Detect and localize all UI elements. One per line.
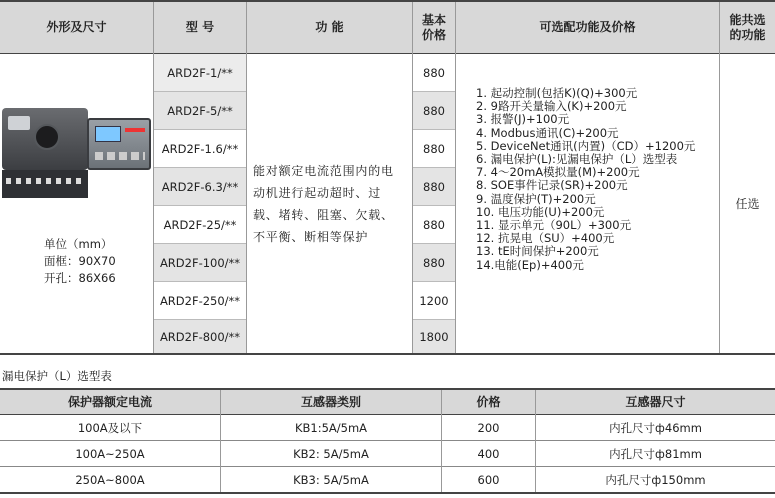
model-cell: ARD2F-1.6/** — [154, 130, 246, 167]
leakage-header-transformer: 互感器类别 — [221, 390, 441, 414]
option-item: 12. 抗晃电（SU）+400元 — [476, 231, 615, 246]
header-shape: 外形及尺寸 — [0, 2, 153, 53]
price-cell: 1800 — [413, 320, 455, 353]
function-line: 载、堵转、阻塞、欠载、 — [253, 207, 394, 222]
header-shared — [720, 2, 775, 53]
leakage-cell: 100A及以下 — [77, 420, 143, 435]
grid-line — [154, 319, 246, 320]
grid-line — [413, 319, 455, 320]
price-cell: 880 — [413, 54, 455, 91]
grid-line — [719, 2, 720, 353]
function-line: 不平衡、断相等保护 — [253, 229, 369, 244]
device-body — [2, 108, 88, 170]
model-cell: ARD2F-800/** — [154, 320, 246, 353]
leakage-bottom-rule — [0, 492, 775, 494]
leakage-cell: KB3: 5A/5mA — [293, 472, 369, 487]
options-cell — [456, 54, 719, 353]
price-cell: 880 — [413, 130, 455, 167]
dimension-unit: 单位（mm） — [44, 237, 113, 251]
model-cell: ARD2F-100/** — [154, 244, 246, 281]
grid-line — [455, 2, 456, 353]
header-options: 可选配功能及价格 — [456, 2, 719, 53]
grid-line — [154, 243, 246, 244]
function-cell — [247, 54, 412, 353]
model-cell: ARD2F-1/** — [154, 54, 246, 91]
grid-line — [413, 167, 455, 168]
grid-line — [413, 91, 455, 92]
leakage-table-title: 漏电保护（L）选型表 — [2, 369, 112, 383]
grid-line — [154, 281, 246, 282]
display-unit — [87, 118, 151, 170]
option-item: 4. Modbus通讯(C)+200元 — [476, 125, 619, 140]
shared-cell: 任选 — [720, 54, 775, 353]
device-terminal-block — [2, 170, 88, 198]
device-photo — [2, 96, 152, 226]
grid-line — [413, 281, 455, 282]
display-led — [125, 128, 145, 132]
header-price-line2: 价格 — [421, 27, 446, 42]
leakage-cell: 250A~800A — [75, 472, 145, 487]
shape-cell — [0, 54, 153, 353]
grid-line — [154, 205, 246, 206]
option-item: 7. 4～20mA模拟量(M)+200元 — [476, 165, 640, 180]
option-item: 13. tE时间保护+200元 — [476, 244, 599, 259]
price-cell: 880 — [413, 244, 455, 281]
grid-line — [413, 243, 455, 244]
option-item: 14.电能(Ep)+400元 — [476, 257, 584, 272]
leakage-cell: 100A~250A — [75, 446, 145, 461]
option-item: 9. 温度保护(T)+200元 — [476, 191, 596, 206]
grid-line — [413, 205, 455, 206]
header-function: 功 能 — [247, 2, 412, 53]
option-item: 11. 显示单元（90L）+300元 — [476, 218, 632, 233]
grid-line — [220, 390, 221, 492]
grid-line — [154, 167, 246, 168]
dimension-text — [44, 236, 116, 287]
options-list — [476, 87, 695, 272]
model-cell: ARD2F-250/** — [154, 282, 246, 319]
grid-line — [154, 129, 246, 130]
leakage-cell: 200 — [477, 420, 500, 435]
device-label-plate — [8, 116, 30, 130]
grid-line — [535, 390, 536, 492]
display-buttons — [95, 152, 145, 160]
function-line: 动机进行起动超时、过 — [253, 185, 382, 200]
option-item: 8. SOE事件记录(SR)+200元 — [476, 178, 628, 193]
grid-line — [246, 2, 247, 353]
option-item: 5. DeviceNet通讯(内置)（CD）+1200元 — [476, 138, 696, 153]
device-terminals — [6, 178, 84, 184]
option-item: 2. 9路开关量输入(K)+200元 — [476, 99, 627, 114]
leakage-header-price: 价格 — [442, 390, 535, 414]
leakage-cell: 内孔尺寸ф150mm — [605, 472, 706, 487]
leakage-cell: 600 — [477, 472, 500, 487]
header-price — [413, 2, 455, 53]
model-cell: ARD2F-5/** — [154, 92, 246, 129]
leakage-header-current: 保护器额定电流 — [0, 390, 220, 414]
table-bottom-rule — [0, 353, 775, 355]
header-shared-line1: 能共选 — [729, 12, 766, 27]
leakage-cell: 内孔尺寸ф46mm — [609, 420, 702, 435]
grid-line — [153, 2, 154, 353]
option-item: 1. 起动控制(包括K)(Q)+300元 — [476, 86, 638, 100]
model-cell: ARD2F-25/** — [154, 206, 246, 243]
grid-line — [413, 129, 455, 130]
function-text — [247, 160, 394, 248]
leakage-cell: KB1:5A/5mA — [294, 420, 368, 435]
header-model: 型 号 — [154, 2, 246, 53]
grid-line — [154, 91, 246, 92]
price-cell: 880 — [413, 168, 455, 205]
leakage-cell: 内孔尺寸ф81mm — [609, 446, 702, 461]
dimension-hole: 开孔：86X66 — [44, 271, 116, 285]
grid-line — [441, 390, 442, 492]
price-cell: 880 — [413, 206, 455, 243]
leakage-header-size: 互感器尺寸 — [536, 390, 775, 414]
option-item: 6. 漏电保护(L):见漏电保护（L）选型表 — [476, 152, 678, 167]
option-item: 10. 电压功能(U)+200元 — [476, 204, 605, 219]
header-price-line1: 基本 — [421, 12, 446, 27]
header-shared-line2: 的功能 — [729, 27, 766, 42]
price-cell: 880 — [413, 92, 455, 129]
leakage-cell: KB2: 5A/5mA — [293, 446, 369, 461]
device-knob — [34, 124, 60, 150]
model-cell: ARD2F-6.3/** — [154, 168, 246, 205]
leakage-cell: 400 — [477, 446, 500, 461]
price-cell: 1200 — [413, 282, 455, 319]
function-line: 能对额定电流范围内的电 — [253, 163, 394, 178]
dimension-panel: 面框：90X70 — [44, 254, 116, 268]
option-item: 3. 报警(J)+100元 — [476, 112, 570, 127]
grid-line — [412, 2, 413, 353]
display-screen — [95, 126, 121, 142]
